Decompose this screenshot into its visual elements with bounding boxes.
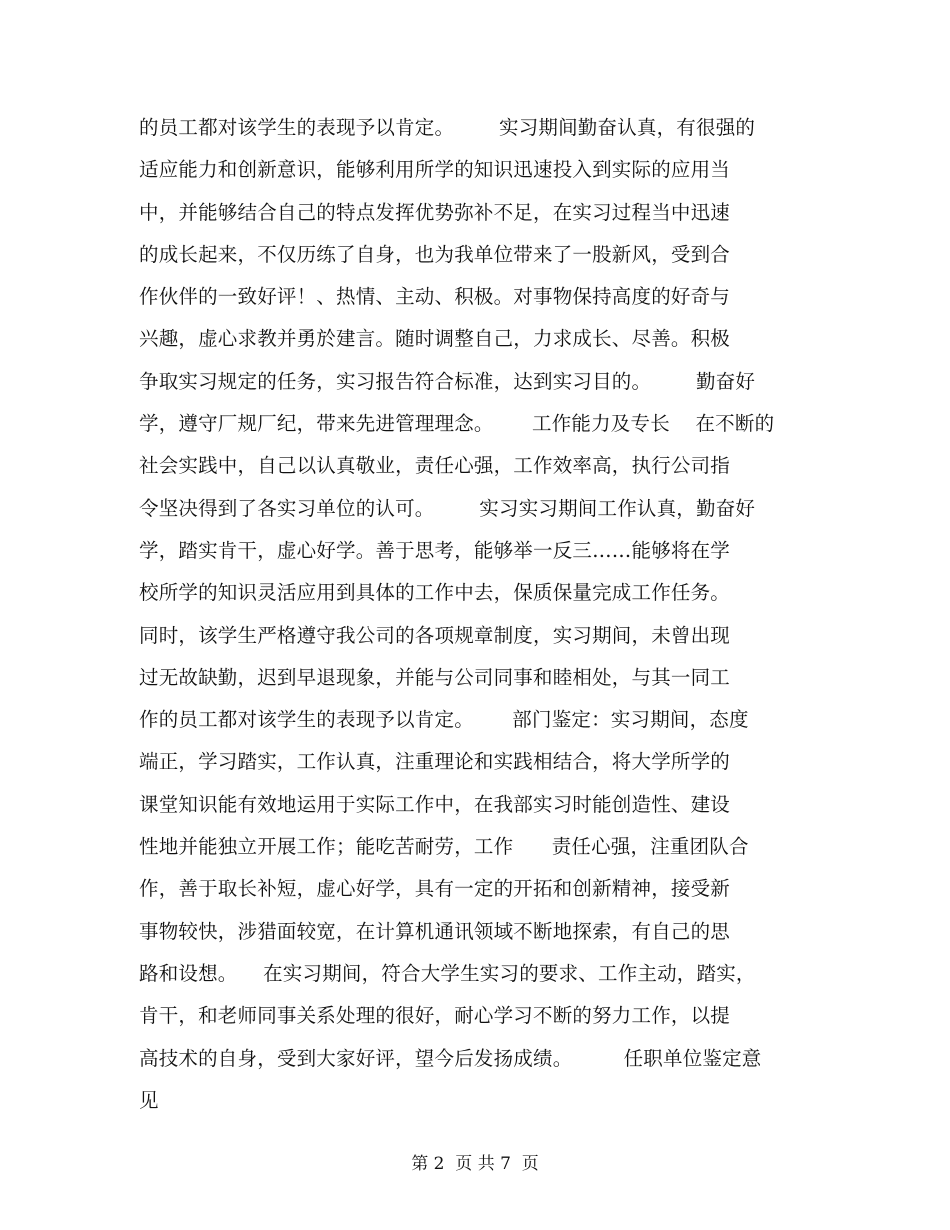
text-line: 争取实习规定的任务，实习报告符合标准，达到实习目的。 勤奋好 [139,369,756,393]
text-line: 令坚决得到了各实习单位的认可。 实习实习期间工作认真，勤奋好 [139,496,756,520]
text-line: 中，并能够结合自己的特点发挥优势弥补不足，在实习过程当中迅速 [139,200,731,224]
text-line: 的成长起来，不仅历练了自身，也为我单位带来了一股新风，受到合 [139,242,731,266]
text-line: 兴趣，虚心求教并勇於建言。随时调整自己，力求成长、尽善。积极 [139,327,731,351]
text-line: 适应能力和创新意识，能够利用所学的知识迅速投入到实际的应用当 [139,158,731,182]
text-line: 同时，该学生严格遵守我公司的各项规章制度，实习期间，未曾出现 [139,623,731,647]
text-line: 事物较快，涉猎面较宽，在计算机通讯领域不断地探索，有自己的思 [139,919,731,943]
text-line: 作伙伴的一致好评！、热情、主动、积极。对事物保持高度的好奇与 [139,285,731,309]
text-line: 校所学的知识灵活应用到具体的工作中去，保质保量完成工作任务。 [139,581,731,605]
text-line: 高技术的自身，受到大家好评，望今后发扬成绩。 任职单位鉴定意 [139,1046,762,1070]
text-line: 见 [139,1088,159,1112]
text-line: 的员工都对该学生的表现予以肯定。 实习期间勤奋认真，有很强的 [139,116,756,139]
text-line: 端正，学习踏实，工作认真，注重理论和实践相结合，将大学所学的 [139,750,731,774]
text-line: 课堂知识能有效地运用于实际工作中，在我部实习时能创造性、建设 [139,792,731,816]
text-line: 作，善于取长补短，虚心好学，具有一定的开拓和创新精神，接受新 [139,877,731,901]
text-line: 性地并能独立开展工作；能吃苦耐劳，工作 责任心强，注重团队合 [139,835,749,859]
text-line: 学，踏实肯干，虚心好学。善于思考，能够举一反三……能够将在学 [139,538,731,562]
text-line: 社会实践中，自己以认真敬业，责任心强，工作效率高，执行公司指 [139,454,731,478]
text-line: 过无故缺勤，迟到早退现象，并能与公司同事和睦相处，与其一同工 [139,665,731,689]
text-line: 肯干，和老师同事关系处理的很好，耐心学习不断的努力工作，以提 [139,1004,731,1028]
page-footer: 第 2 页 共 7 页 [411,1154,539,1174]
text-line: 路和设想。 在实习期间，符合大学生实习的要求、工作主动，踏实， [139,961,756,985]
text-line: 作的员工都对该学生的表现予以肯定。 部门鉴定：实习期间，态度 [139,708,749,732]
text-line: 学，遵守厂规厂纪，带来先进管理理念。 工作能力及专长 在不断的 [139,412,775,436]
body-text [139,112,799,1127]
